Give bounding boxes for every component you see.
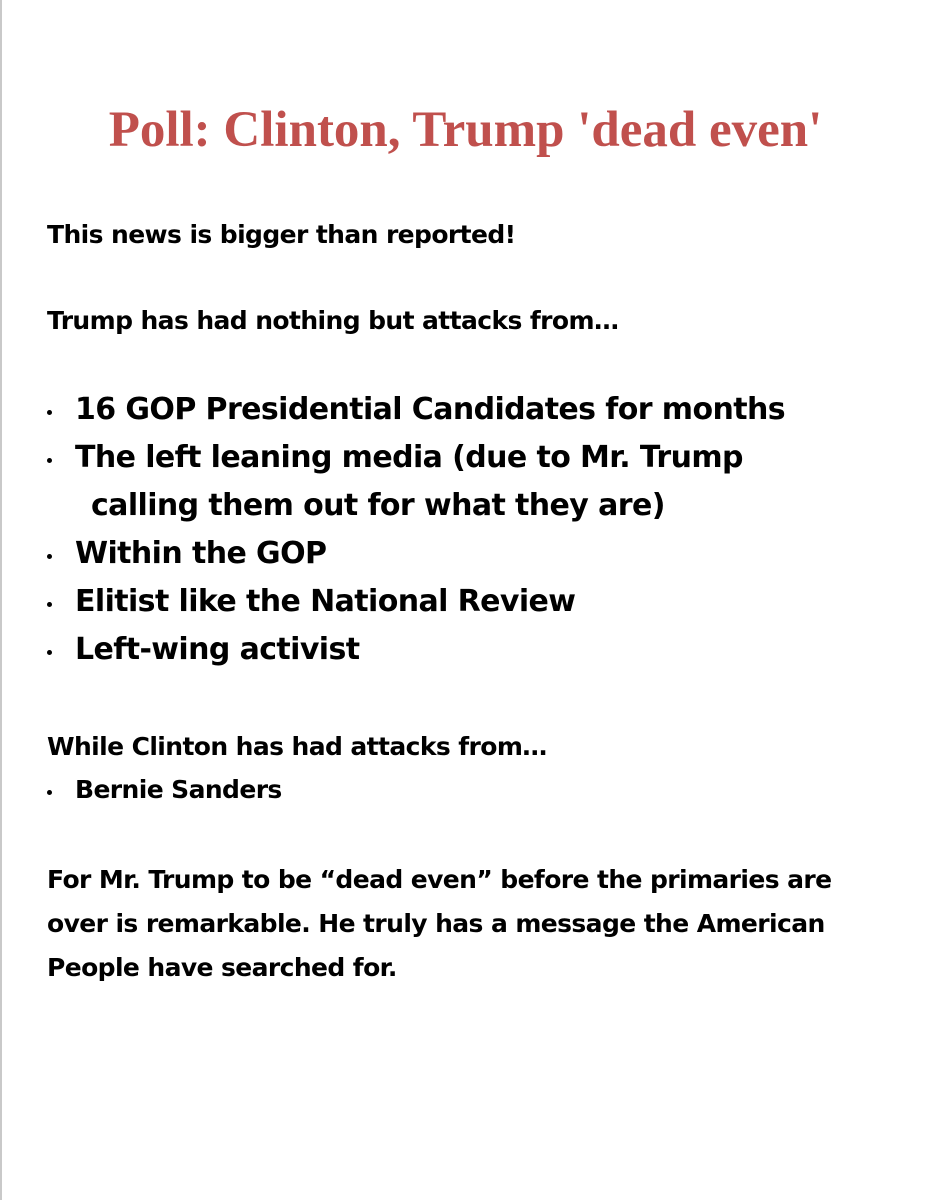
bullet-icon [47,458,52,463]
bullet-icon [47,650,52,655]
trump-attacks-heading: Trump has had nothing but attacks from… [47,306,619,335]
list-item-label: Elitist like the National Review [75,584,576,619]
list-item [47,578,785,626]
bullet-icon [47,602,52,607]
bullet-icon [47,554,52,559]
list-item-label: Left-wing activist [75,632,360,667]
bullet-icon [47,790,52,795]
trump-attacks-list [47,386,785,674]
list-item [47,626,785,674]
intro-text: This news is bigger than reported! [47,220,516,249]
list-item-label: The left leaning media (due to Mr. Trump [75,440,743,475]
list-item [47,386,785,434]
list-item-label: Within the GOP [75,536,327,571]
list-item-label: calling them out for what they are) [91,488,665,523]
list-item [47,530,785,578]
clinton-attacks-heading: While Clinton has had attacks from… [47,732,547,761]
list-item-continuation [47,482,785,530]
bullet-icon [47,410,52,415]
conclusion-paragraph: For Mr. Trump to be “dead even” before the primaries are over is remarkable. He truly has a message the American People have searched for. [47,865,832,982]
clinton-attacks-list [47,769,282,811]
list-item-label: 16 GOP Presidential Candidates for months [75,392,785,427]
page-title: Poll: Clinton, Trump 'dead even' [108,102,823,158]
list-item-label: Bernie Sanders [75,775,282,804]
list-item [47,434,785,482]
list-item [47,769,282,811]
